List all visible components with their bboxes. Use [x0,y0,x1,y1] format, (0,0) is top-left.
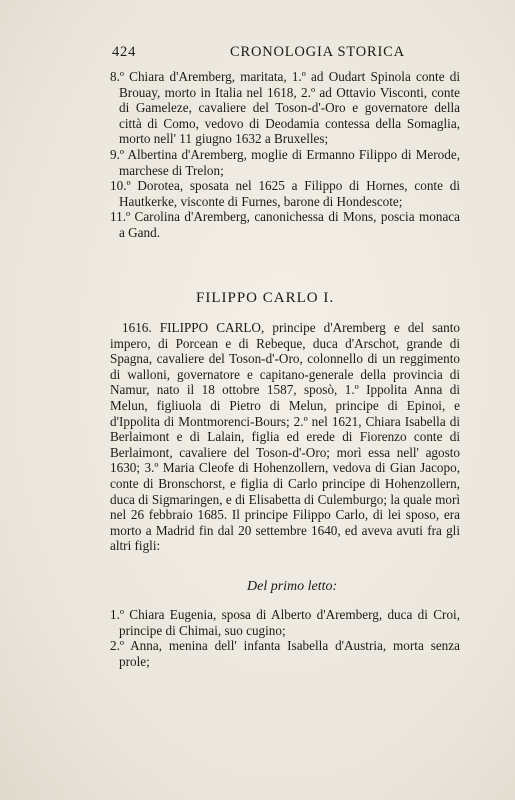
page-number: 424 [112,44,137,60]
previous-children-list [110,69,460,241]
list-item: 1.º Chiara Eugenia, sposa di Alberto d'Aremberg, duca di Croi, principe di Chimai, suo cugino; [110,607,460,638]
biography-paragraph: 1616. FILIPPO CARLO, principe d'Aremberg e del santo impero, di Porcean e di Rebeque, duca d'Arschot, grande di Spagna, cavaliere del Toson-d'-Oro, colonnello di un reggimento di walloni, governatore e capitano-generale della provincia di Namur, nato il 18 ottobre 1587, sposò, 1.º Ippolita Anna di Melun, figliuola di Pietro di Melun, principe di Epinoi, e d'Ippolita di Montmorenci-Bours; 2.º nel 1621, Chiara Isabella di Berlaimont e di Lalain, figlia ed erede di Fiorenzo conte di Berlaimont, cavaliere del Toson-d'-Oro; morì essa nell' agosto 1630; 3.º Maria Cleofe di Hohenzollern, vedova di Gian Jacopo, conte di Bronschorst, e figlia di Carlo principe di Hohenzollern, duca di Sigmaringen, e di Elisabetta di Culemburgo; la quale morì nel 26 febbraio 1685. Il principe Filippo Carlo, di lei sposo, era morto a Madrid fin dal 20 settembre 1640, ed aveva avuti fra gli altri figli: [110,320,460,554]
list-item: 10.º Dorotea, sposata nel 1625 a Filippo di Hornes, conte di Hautkerke, visconte di Furnes, barone di Hondescote; [110,178,460,209]
biography-paragraph-container [110,320,460,554]
subheading: Del primo letto: [247,579,338,594]
list-item: 9.º Albertina d'Aremberg, moglie di Ermanno Filippo di Merode, marchese di Trelon; [110,146,460,178]
children-list [110,607,460,669]
list-item: 8.º Chiara d'Aremberg, maritata, 1.º ad Oudart Spinola conte di Brouay, morto in Italia nel 1618, 2.º ad Ottavio Visconti, conte di Gameleze, cavaliere del Toson-d'-Oro e governatore della città di Como, vedovo di Deodamia contessa della Somaglia, morto nell' 11 giugno 1632 a Bruxelles; [110,69,460,147]
running-title: CRONOLOGIA STORICA [230,44,405,60]
section-title: FILIPPO CARLO I. [196,290,335,306]
list-item: 11.º Carolina d'Aremberg, canonichessa di Mons, poscia monaca a Gand. [110,209,460,240]
list-item: 2.º Anna, menina dell' infanta Isabella d'Austria, morta senza prole; [110,638,460,669]
